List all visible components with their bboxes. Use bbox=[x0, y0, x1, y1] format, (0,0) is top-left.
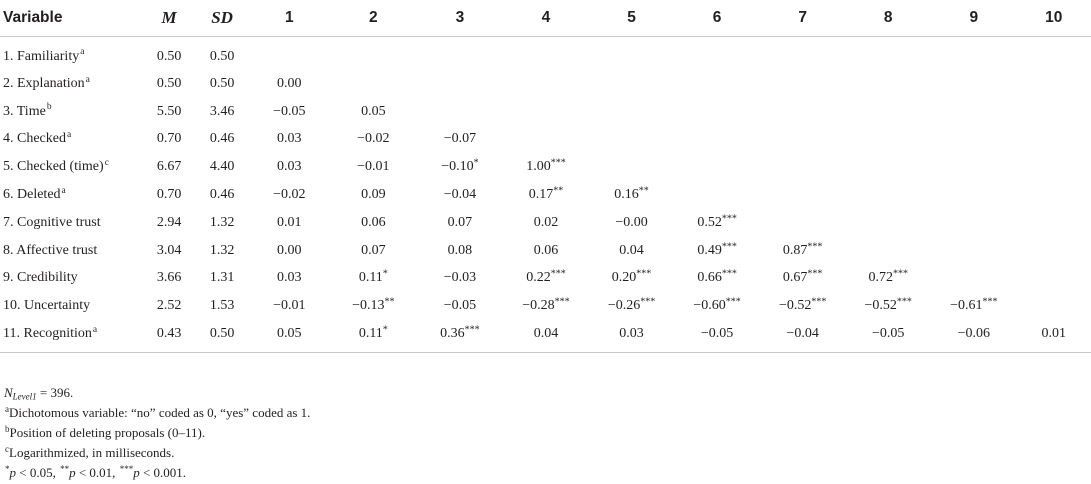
correlation-value: 0.36 bbox=[440, 326, 465, 342]
note-a-text: Dichotomous variable: “no” coded as 0, “yes” coded as 1. bbox=[9, 405, 311, 420]
significance-stars: *** bbox=[550, 268, 566, 280]
correlation-value: 0.00 bbox=[277, 75, 302, 91]
correlation-value: 0.03 bbox=[619, 326, 644, 342]
correlation-cell bbox=[330, 98, 417, 126]
significance-stars: *** bbox=[807, 268, 823, 280]
correlation-cell bbox=[249, 209, 330, 237]
correlation-cell bbox=[330, 292, 417, 320]
correlation-cell bbox=[845, 237, 931, 265]
correlation-value: −0.60 bbox=[693, 298, 726, 314]
significance-stars: * bbox=[382, 324, 388, 336]
sd-cell: 1.32 bbox=[209, 242, 235, 258]
correlation-value: 0.52 bbox=[697, 214, 722, 230]
variable-cell bbox=[0, 70, 143, 98]
correlation-value: 0.49 bbox=[697, 242, 722, 258]
correlation-cell bbox=[931, 98, 1017, 126]
note-c-marker: c bbox=[5, 444, 9, 455]
significance-stars: * bbox=[473, 157, 479, 169]
col-header-9: 9 bbox=[931, 0, 1017, 37]
correlation-value: −0.26 bbox=[607, 298, 641, 314]
correlation-value: 0.04 bbox=[619, 242, 644, 258]
correlation-value: −0.05 bbox=[872, 326, 905, 342]
correlation-cell bbox=[503, 37, 589, 71]
note-b-text: Position of deleting proposals (0–11). bbox=[9, 425, 206, 440]
note-sig-2-text: < 0.01, bbox=[75, 465, 119, 480]
correlation-cell bbox=[845, 126, 931, 154]
correlation-value: 0.11 bbox=[358, 326, 383, 342]
correlation-cell bbox=[249, 237, 330, 265]
mean-cell: 0.70 bbox=[156, 131, 182, 147]
variable-label: 3. Time bbox=[3, 103, 46, 119]
significance-stars: *** bbox=[892, 268, 908, 280]
note-n-text: = 396. bbox=[36, 385, 74, 400]
note-n-symbol: N bbox=[4, 385, 13, 400]
correlation-cell bbox=[249, 37, 330, 71]
significance-stars: ** bbox=[638, 185, 649, 197]
table-row bbox=[0, 37, 1091, 71]
correlation-cell bbox=[503, 98, 589, 126]
correlation-value: −0.07 bbox=[443, 131, 477, 147]
correlation-cell bbox=[503, 153, 589, 181]
col-header-1: 1 bbox=[249, 0, 330, 37]
variable-cell bbox=[0, 37, 143, 71]
correlation-cell bbox=[931, 237, 1017, 265]
correlation-value: 0.07 bbox=[447, 214, 473, 230]
note-b bbox=[4, 423, 310, 443]
col-header-sd: SD bbox=[196, 0, 249, 37]
sd-cell: 0.46 bbox=[209, 187, 235, 203]
correlation-value: −0.01 bbox=[357, 159, 390, 175]
table-row bbox=[0, 70, 1091, 98]
correlation-cell bbox=[931, 209, 1017, 237]
note-sig-1-p: p bbox=[9, 465, 16, 480]
note-sample-size bbox=[4, 383, 310, 403]
correlation-value: −0.04 bbox=[443, 187, 477, 203]
mean-cell: 2.52 bbox=[156, 298, 182, 314]
variable-label: 4. Checked bbox=[3, 131, 66, 147]
correlation-value: −0.05 bbox=[443, 298, 477, 314]
correlation-cell bbox=[931, 320, 1017, 352]
correlation-cell bbox=[1017, 37, 1091, 71]
note-significance bbox=[4, 463, 310, 483]
correlation-value: 1.00 bbox=[526, 159, 551, 175]
significance-stars: *** bbox=[640, 296, 656, 308]
variable-cell bbox=[0, 292, 143, 320]
sd-cell: 4.40 bbox=[209, 159, 235, 175]
mean-cell: 0.70 bbox=[156, 187, 182, 203]
correlation-value: −0.28 bbox=[522, 298, 555, 314]
correlation-value: −0.04 bbox=[786, 326, 819, 342]
correlation-cell bbox=[845, 70, 931, 98]
variable-label: 6. Deleted bbox=[3, 187, 61, 203]
variable-label: 10. Uncertainty bbox=[3, 298, 91, 314]
correlation-cell bbox=[845, 37, 931, 71]
correlation-cell bbox=[1017, 320, 1091, 352]
correlation-cell bbox=[760, 181, 846, 209]
table-row bbox=[0, 209, 1091, 237]
note-b-marker: b bbox=[5, 424, 10, 435]
significance-stars: *** bbox=[550, 157, 566, 169]
correlation-value: 0.08 bbox=[447, 242, 473, 258]
variable-footnote-marker: b bbox=[46, 102, 52, 113]
correlation-value: 0.03 bbox=[277, 270, 302, 286]
correlation-cell bbox=[503, 265, 589, 293]
correlation-cell bbox=[589, 292, 675, 320]
correlation-cell bbox=[760, 320, 846, 352]
significance-stars: *** bbox=[896, 296, 912, 308]
table-row bbox=[0, 265, 1091, 293]
correlation-cell bbox=[760, 153, 846, 181]
correlation-value: 0.03 bbox=[277, 159, 302, 175]
col-header-4: 4 bbox=[503, 0, 589, 37]
variable-cell bbox=[0, 320, 143, 352]
correlation-cell bbox=[249, 126, 330, 154]
note-sig-3-stars: *** bbox=[119, 464, 134, 475]
correlation-cell bbox=[589, 153, 675, 181]
correlation-value: 0.04 bbox=[533, 326, 559, 342]
note-a-marker: a bbox=[5, 404, 9, 415]
correlation-value: 0.09 bbox=[361, 187, 386, 203]
variable-label: 11. Recognition bbox=[3, 326, 92, 342]
correlation-cell bbox=[417, 70, 504, 98]
correlation-cell bbox=[503, 292, 589, 320]
significance-stars: *** bbox=[807, 241, 823, 253]
correlation-cell bbox=[330, 153, 417, 181]
variable-footnote-marker: a bbox=[92, 324, 98, 335]
correlation-value: 0.66 bbox=[697, 270, 722, 286]
note-sig-1-stars: * bbox=[5, 464, 10, 475]
correlation-cell bbox=[589, 320, 675, 352]
correlation-value: −0.10 bbox=[441, 159, 474, 175]
correlation-cell bbox=[330, 320, 417, 352]
correlation-cell bbox=[1017, 292, 1091, 320]
variable-cell bbox=[0, 181, 143, 209]
correlation-cell bbox=[589, 181, 675, 209]
variable-cell bbox=[0, 153, 143, 181]
correlation-cell bbox=[589, 37, 675, 71]
correlation-cell bbox=[845, 98, 931, 126]
correlation-value: −0.61 bbox=[950, 298, 983, 314]
correlation-cell bbox=[589, 126, 675, 154]
col-header-6: 6 bbox=[674, 0, 760, 37]
correlation-cell bbox=[1017, 153, 1091, 181]
significance-stars: ** bbox=[553, 185, 564, 197]
correlation-value: 0.03 bbox=[277, 131, 302, 147]
correlation-cell bbox=[674, 265, 760, 293]
correlation-cell bbox=[417, 320, 504, 352]
correlation-value: 0.22 bbox=[526, 270, 551, 286]
correlation-cell bbox=[503, 209, 589, 237]
note-sig-1-text: < 0.05, bbox=[16, 465, 60, 480]
correlation-value: −0.06 bbox=[957, 326, 990, 342]
note-n-subscript: Level1 bbox=[12, 391, 37, 402]
mean-cell: 2.94 bbox=[156, 214, 182, 230]
correlation-value: 0.06 bbox=[533, 242, 559, 258]
variable-cell bbox=[0, 98, 143, 126]
correlation-value: 0.07 bbox=[361, 242, 386, 258]
correlation-cell bbox=[417, 153, 504, 181]
correlation-cell bbox=[845, 153, 931, 181]
correlation-cell bbox=[249, 70, 330, 98]
correlation-cell bbox=[417, 265, 504, 293]
correlation-value: −0.03 bbox=[443, 270, 477, 286]
correlation-cell bbox=[417, 209, 504, 237]
correlation-cell bbox=[760, 126, 846, 154]
correlation-cell bbox=[1017, 265, 1091, 293]
correlation-cell bbox=[503, 70, 589, 98]
correlation-value: 0.11 bbox=[358, 270, 383, 286]
correlation-value: −0.13 bbox=[352, 298, 385, 314]
table-row bbox=[0, 292, 1091, 320]
correlation-cell bbox=[845, 181, 931, 209]
correlation-value: −0.05 bbox=[273, 103, 306, 119]
correlation-cell bbox=[330, 181, 417, 209]
correlation-cell bbox=[330, 70, 417, 98]
correlation-cell bbox=[1017, 181, 1091, 209]
correlation-value: 0.05 bbox=[361, 103, 386, 119]
correlation-value: 0.06 bbox=[361, 214, 386, 230]
correlation-value: 0.16 bbox=[614, 187, 639, 203]
mean-cell: 6.67 bbox=[156, 159, 182, 175]
correlation-value: −0.01 bbox=[273, 298, 306, 314]
correlation-cell bbox=[589, 237, 675, 265]
variable-label: 5. Checked (time) bbox=[3, 159, 104, 175]
correlation-value: −0.02 bbox=[357, 131, 390, 147]
correlation-value: 0.17 bbox=[528, 187, 554, 203]
variable-footnote-marker: a bbox=[66, 130, 72, 141]
correlation-cell bbox=[760, 37, 846, 71]
correlation-cell bbox=[249, 292, 330, 320]
mean-cell: 5.50 bbox=[156, 103, 182, 119]
col-header-3: 3 bbox=[417, 0, 504, 37]
correlation-cell bbox=[589, 70, 675, 98]
correlation-cell bbox=[1017, 98, 1091, 126]
correlation-value: −0.52 bbox=[778, 298, 812, 314]
table-row bbox=[0, 320, 1091, 352]
correlation-cell bbox=[931, 292, 1017, 320]
correlation-cell bbox=[845, 292, 931, 320]
significance-stars: *** bbox=[721, 268, 737, 280]
variable-label: 8. Affective trust bbox=[3, 242, 98, 258]
correlation-cell bbox=[503, 126, 589, 154]
sd-cell: 0.50 bbox=[196, 320, 249, 352]
table-row bbox=[0, 98, 1091, 126]
correlation-cell bbox=[931, 181, 1017, 209]
col-header-5: 5 bbox=[589, 0, 675, 37]
correlation-cell bbox=[674, 209, 760, 237]
correlation-value: 0.02 bbox=[533, 214, 559, 230]
variable-cell bbox=[0, 237, 143, 265]
significance-stars: *** bbox=[982, 296, 998, 308]
col-header-2: 2 bbox=[330, 0, 417, 37]
significance-stars: *** bbox=[464, 324, 480, 336]
significance-stars: *** bbox=[725, 296, 741, 308]
correlation-cell bbox=[760, 98, 846, 126]
correlation-cell bbox=[760, 237, 846, 265]
table-row bbox=[0, 181, 1091, 209]
correlation-cell bbox=[760, 70, 846, 98]
correlation-value: 0.20 bbox=[611, 270, 637, 286]
correlation-cell bbox=[674, 292, 760, 320]
correlation-value: −0.52 bbox=[864, 298, 897, 314]
correlation-cell bbox=[417, 37, 504, 71]
significance-stars: ** bbox=[384, 296, 395, 308]
variable-footnote-marker: a bbox=[85, 74, 90, 85]
correlation-cell bbox=[674, 37, 760, 71]
correlation-cell bbox=[674, 98, 760, 126]
correlation-cell bbox=[589, 209, 675, 237]
col-header-mean: M bbox=[143, 0, 196, 37]
variable-label: 2. Explanation bbox=[3, 75, 85, 91]
correlation-cell bbox=[249, 181, 330, 209]
correlation-cell bbox=[845, 320, 931, 352]
note-c-text: Logarithmized, in milliseconds. bbox=[9, 445, 175, 460]
correlation-value: −0.00 bbox=[615, 214, 648, 230]
correlation-cell bbox=[330, 265, 417, 293]
correlation-value: 0.67 bbox=[782, 270, 808, 286]
correlation-cell bbox=[674, 126, 760, 154]
significance-stars: *** bbox=[721, 213, 737, 225]
correlation-value: 0.01 bbox=[277, 214, 302, 230]
correlation-cell bbox=[674, 181, 760, 209]
correlation-cell bbox=[1017, 126, 1091, 154]
correlation-cell bbox=[417, 98, 504, 126]
correlation-value: 0.05 bbox=[277, 326, 302, 342]
mean-cell: 0.50 bbox=[156, 48, 182, 64]
correlation-cell bbox=[931, 153, 1017, 181]
sd-cell: 1.32 bbox=[209, 214, 235, 230]
correlation-cell bbox=[931, 265, 1017, 293]
correlation-cell bbox=[845, 209, 931, 237]
sd-cell: 3.46 bbox=[209, 103, 235, 119]
note-sig-3-text: < 0.001. bbox=[139, 465, 187, 480]
correlation-cell bbox=[417, 292, 504, 320]
correlation-cell bbox=[417, 237, 504, 265]
col-header-variable: Variable bbox=[0, 0, 143, 37]
note-c bbox=[4, 443, 310, 463]
header-row bbox=[0, 0, 1091, 37]
correlation-cell bbox=[249, 320, 330, 352]
correlation-cell bbox=[503, 320, 589, 352]
correlation-cell bbox=[589, 265, 675, 293]
table-row bbox=[0, 126, 1091, 154]
correlation-cell bbox=[1017, 70, 1091, 98]
variable-label: 7. Cognitive trust bbox=[3, 214, 101, 230]
col-header-8: 8 bbox=[845, 0, 931, 37]
note-a bbox=[4, 403, 310, 423]
variable-label: 1. Familiarity bbox=[3, 48, 80, 64]
significance-stars: *** bbox=[554, 296, 570, 308]
sd-cell: 0.46 bbox=[209, 131, 235, 147]
correlation-cell bbox=[1017, 209, 1091, 237]
significance-stars: *** bbox=[636, 268, 652, 280]
correlation-value: −0.02 bbox=[273, 187, 306, 203]
variable-cell bbox=[0, 126, 143, 154]
correlation-cell bbox=[760, 209, 846, 237]
correlation-cell bbox=[931, 126, 1017, 154]
correlation-cell bbox=[674, 237, 760, 265]
correlation-cell bbox=[330, 209, 417, 237]
correlation-cell bbox=[249, 265, 330, 293]
significance-stars: *** bbox=[721, 241, 737, 253]
correlation-value: −0.05 bbox=[700, 326, 734, 342]
correlation-value: 0.00 bbox=[277, 242, 302, 258]
correlation-cell bbox=[330, 37, 417, 71]
correlation-cell bbox=[1017, 237, 1091, 265]
variable-cell bbox=[0, 209, 143, 237]
significance-stars: *** bbox=[811, 296, 827, 308]
correlation-cell bbox=[589, 98, 675, 126]
correlation-cell bbox=[845, 265, 931, 293]
correlation-cell bbox=[249, 153, 330, 181]
correlation-value: 0.01 bbox=[1041, 326, 1067, 342]
correlation-cell bbox=[503, 181, 589, 209]
mean-cell: 3.04 bbox=[156, 242, 182, 258]
correlation-cell bbox=[417, 126, 504, 154]
variable-footnote-marker: c bbox=[104, 158, 109, 169]
correlation-cell bbox=[760, 292, 846, 320]
col-header-10: 10 bbox=[1017, 0, 1091, 37]
correlation-cell bbox=[674, 153, 760, 181]
note-sig-2-p: p bbox=[69, 465, 76, 480]
mean-cell: 3.66 bbox=[156, 270, 182, 286]
correlation-cell bbox=[760, 265, 846, 293]
correlation-cell bbox=[330, 237, 417, 265]
mean-cell: 0.43 bbox=[143, 320, 196, 352]
correlation-cell bbox=[931, 70, 1017, 98]
table-row bbox=[0, 237, 1091, 265]
table-body bbox=[0, 37, 1091, 353]
variable-cell bbox=[0, 265, 143, 293]
variable-footnote-marker: a bbox=[80, 47, 85, 58]
correlation-cell bbox=[330, 126, 417, 154]
correlation-value: 0.87 bbox=[782, 242, 808, 258]
table-row bbox=[0, 153, 1091, 181]
correlation-cell bbox=[503, 237, 589, 265]
col-header-7: 7 bbox=[760, 0, 846, 37]
table-notes bbox=[4, 383, 310, 483]
correlation-cell bbox=[674, 70, 760, 98]
significance-stars: * bbox=[382, 268, 388, 280]
correlation-cell bbox=[674, 320, 760, 352]
sd-cell: 0.50 bbox=[209, 75, 235, 91]
variable-footnote-marker: a bbox=[61, 185, 66, 196]
note-sig-3-p: p bbox=[133, 465, 140, 480]
correlation-cell bbox=[931, 37, 1017, 71]
correlation-cell bbox=[417, 181, 504, 209]
mean-cell: 0.50 bbox=[156, 75, 182, 91]
sd-cell: 1.53 bbox=[209, 298, 235, 314]
variable-label: 9. Credibility bbox=[3, 270, 78, 286]
sd-cell: 0.50 bbox=[209, 48, 235, 64]
correlation-value: 0.72 bbox=[868, 270, 893, 286]
note-sig-2-stars: ** bbox=[60, 464, 70, 475]
sd-cell: 1.31 bbox=[209, 270, 235, 286]
correlation-cell bbox=[249, 98, 330, 126]
